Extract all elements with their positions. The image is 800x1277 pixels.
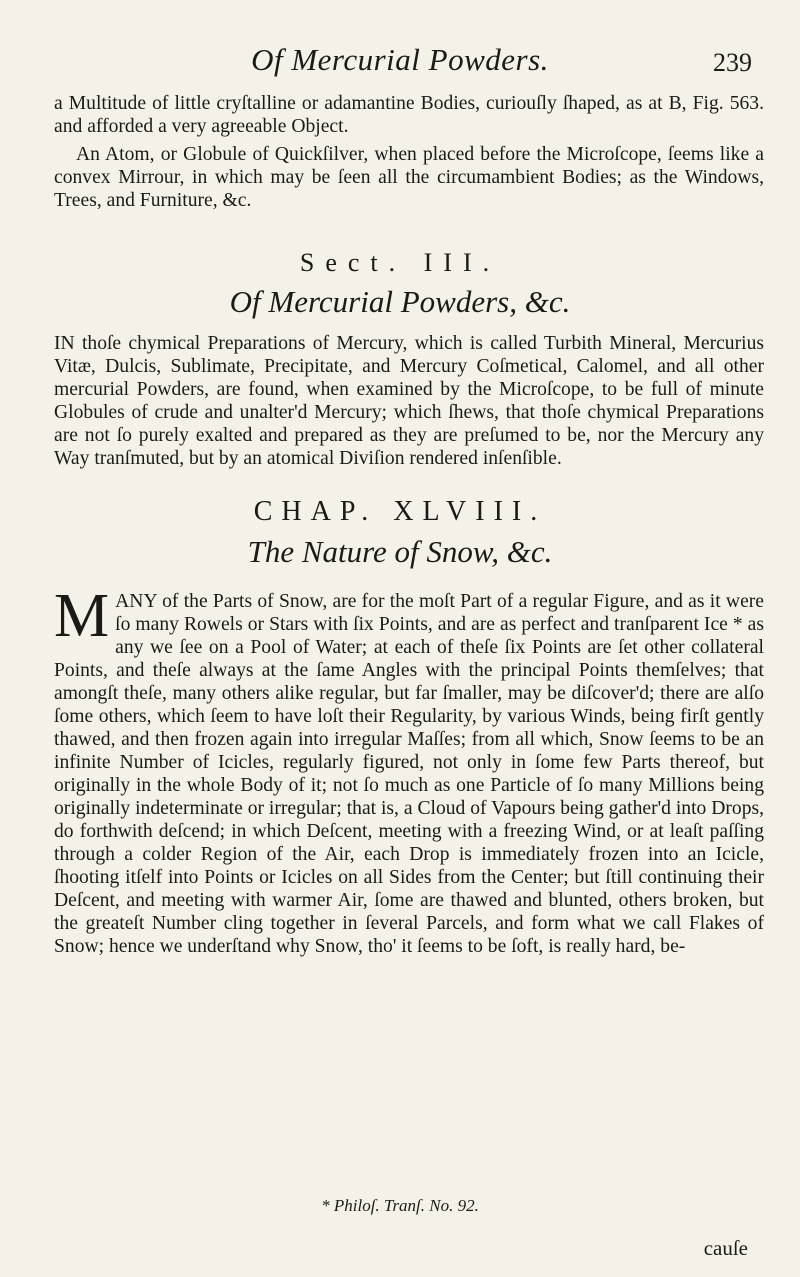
chapter-label: CHAP. XLVIII. [253,496,547,527]
drop-cap: M [54,582,110,650]
section-title: Of Mercurial Powders, &c. [229,284,571,319]
chapter-title: The Nature of Snow, &c. [247,534,553,569]
footnote: * Philoſ. Tranſ. No. 92. [321,1196,479,1215]
section-label: Sect. III. [299,248,501,277]
chapter-body [54,582,765,958]
chapter-body-text: ANY of the Parts of Snow, are for the moſt Part of a regular Figure, and as it were ſo many Rowels or Stars with ſix Points, and are as perfect and tranſparent Ice * as any we ſee on a Pool of Water; at each of theſe ſix Points are ſet other collateral Points, and theſe always at the ſame Angles with the principal Points themſelves; that amongſt theſe, many others alike regular, but far ſmaller, may be diſcover'd; there are alſo ſome others, which ſeem to have loſt their Regularity, by various Winds, being firſt gently thawed, and then frozen again into irregular Maſſes; from all which, Snow ſeems to be an infinite Number of Icicles, regularly figured, not only in ſome few Parts thereof, but originally in the whole Body of it; not ſo much as one Particle of ſo many Millions being originally indeterminate or irregular; that is, a Cloud of Vapours being gather'd into Drops, do forthwith deſcend; in which Deſcent, meeting with a freezing Wind, or at leaſt paſſing through a colder Region of the Air, each Drop is immediately frozen into an Icicle, ſhooting itſelf into Points or Icicles on all Sides from the Center; but ſtill continuing their Deſcent, and meeting with warmer Air, ſome are thawed and blunted, others broken, but the greateſt Number cling together in ſeveral Parcels, and form what we call Flakes of Snow; hence we underſtand why Snow, tho' it ſeems to be ſoft, is really hard, be- [54,591,765,957]
paragraph-atom-globule: An Atom, or Globule of Quickſilver, when placed before the Microſcope, ſeems like a convex Mirrour, in which may be ſeen all the circumambient Bodies; as the Windows, Trees, and Furniture, &c. [54,144,764,211]
section-body: IN thoſe chymical Preparations of Mercury, which is called Turbith Mineral, Mercurius Vitæ, Dulcis, Sublimate, Precipitate, and Mercury Coſmetical, Calomel, and all other mercurial Powders, are found, when examined by the Microſcope, to be full of minute Globules of crude and unalter'd Mercury; which ſhews, that thoſe chymical Preparations are not ſo purely exalted and prepared as they are preſumed to be, nor the Mercury any Way tranſmuted, but by an atomical Diviſion rendered inſenſible. [54,333,764,469]
paragraph-continuation: a Multitude of little cryſtalline or adamantine Bodies, curiouſly ſhaped, as at B, Fig. 563. and afforded a very agreeable Object. [54,93,764,137]
catchword: cauſe [703,1236,748,1260]
page-header [0,42,800,82]
running-head: Of Mercurial Powders. [251,42,549,77]
page-number: 239 [713,48,752,77]
